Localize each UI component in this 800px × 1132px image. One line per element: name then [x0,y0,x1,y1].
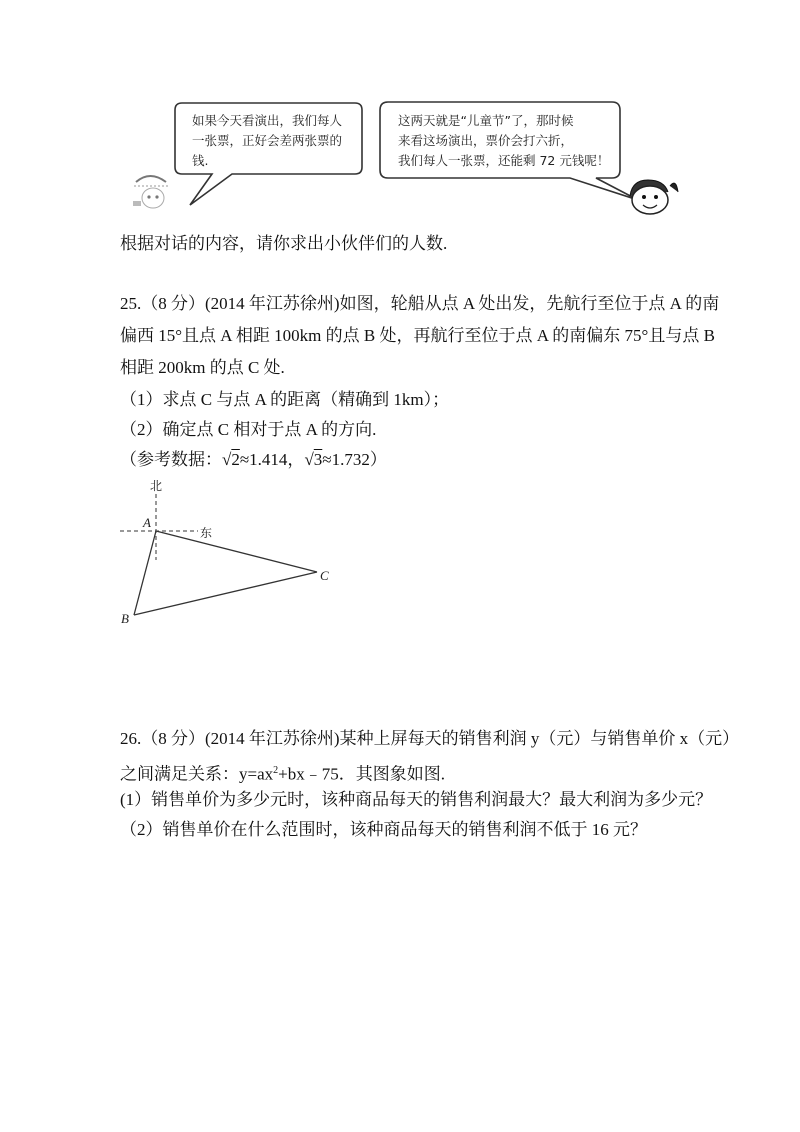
equation-prefix: 之间满足关系：y=ax [120,764,274,784]
radicand: 3 [313,450,323,469]
q25-part-1: （1）求点 C 与点 A 的距离（精确到 1km）； [120,390,450,409]
q25-stem-line: 相距 200km 的点 C 处. [120,358,285,377]
segment-ac [156,531,317,572]
q25-stem-line: 25.（8 分）(2014 年江苏徐州)如图，轮船从点 A 处出发，先航行至位于点 A 的南 [120,294,720,313]
segment-ab [134,531,156,615]
radicand: 2 [231,450,240,469]
reference-value: ≈1.732） [322,450,387,469]
label-north: 北 [150,479,163,493]
q26-part-2: （2）销售单价在什么范围时，该种商品每天的销售利润不低于 16 元？ [120,820,647,839]
right-bubble-line: 我们每人一张票，还能剩 72 元钱呢！ [398,153,610,168]
q26-stem-line: 26.（8 分）(2014 年江苏徐州)某种上屏每天的销售利润 y（元）与销售单价 x（元） [120,729,740,748]
dialogue-question: 根据对话的内容，请你求出小伙伴们的人数. [120,234,448,253]
exponent: 2 [273,765,279,776]
reference-value: ≈1.414， [239,450,305,469]
right-bubble-line: 来看这场演出，票价会打六折， [398,133,574,148]
label-point-b: B [121,611,129,626]
right-bubble-line: 这两天就是“儿童节”了，那时候 [398,113,574,128]
reference-prefix: （参考数据： [120,450,222,469]
q26-stem-line [120,760,445,786]
label-point-c: C [320,568,329,583]
left-bubble-line: 如果今天看演出，我们每人 [192,113,343,128]
sqrt-sign: √ [222,450,232,469]
left-bubble-line: 钱. [192,153,209,168]
segment-bc [134,572,317,615]
label-east: 东 [200,526,213,540]
q25-stem-line: 偏西 15°且点 A 相距 100km 的点 B 处，再航行至位于点 A 的南偏东 75°且与点 B [120,326,715,345]
left-bubble-line: 一张票，正好会差两张票的 [192,133,343,148]
sqrt-sign: √ [304,450,314,469]
equation-suffix: +bx﹣75．其图象如图. [278,764,445,784]
q26-part-1: (1）销售单价为多少元时，该种商品每天的销售利润最大？最大利润为多少元？ [120,790,713,809]
q25-part-2: （2）确定点 C 相对于点 A 的方向. [120,420,377,439]
label-point-a: A [143,515,151,530]
